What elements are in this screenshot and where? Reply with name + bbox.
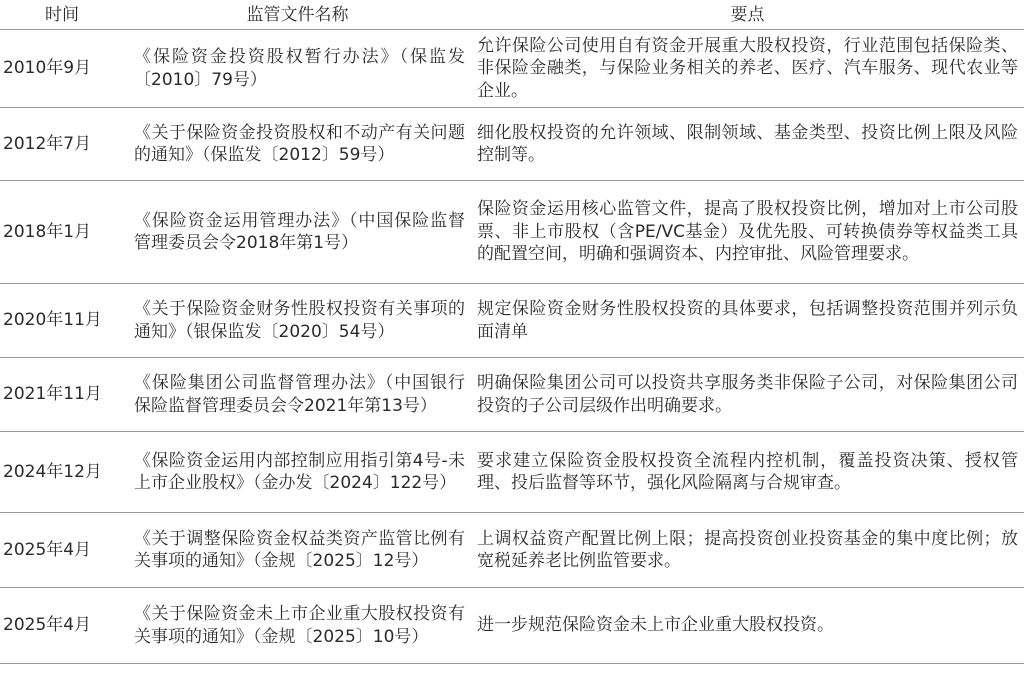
row-document: 《关于调整保险资金权益类资产监管比例有关事项的通知》（金规〔2025〕12号）	[124, 513, 471, 588]
table-row	[0, 513, 1024, 588]
row-document: 《保险资金运用内部控制应用指引第4号-未上市企业股权》（金办发〔2024〕122号）	[124, 432, 471, 513]
row-date: 2020年11月	[0, 284, 124, 358]
row-document: 《关于保险资金财务性股权投资有关事项的通知》（银保监发〔2020〕54号）	[124, 284, 471, 358]
row-date: 2025年4月	[0, 588, 124, 664]
row-document: 《关于保险资金投资股权和不动产有关问题的通知》（保监发〔2012〕59号）	[124, 108, 471, 181]
table-row	[0, 358, 1024, 432]
row-points: 规定保险资金财务性股权投资的具体要求，包括调整投资范围并列示负面清单	[471, 284, 1024, 358]
row-date: 2012年7月	[0, 108, 124, 181]
row-points: 细化股权投资的允许领域、限制领域、基金类型、投资比例上限及风险控制等。	[471, 108, 1024, 181]
row-points: 进一步规范保险资金未上市企业重大股权投资。	[471, 588, 1024, 664]
row-date: 2018年1月	[0, 181, 124, 284]
table-row	[0, 432, 1024, 513]
table-header-row	[0, 0, 1024, 30]
row-points: 要求建立保险资金股权投资全流程内控机制，覆盖投资决策、授权管理、投后监督等环节，强化风险隔离与合规审查。	[471, 432, 1024, 513]
table-row	[0, 108, 1024, 181]
header-date: 时间	[0, 0, 124, 30]
row-date: 2025年4月	[0, 513, 124, 588]
row-document: 《关于保险资金未上市企业重大股权投资有关事项的通知》（金规〔2025〕10号）	[124, 588, 471, 664]
row-points: 上调权益资产配置比例上限；提高投资创业投资基金的集中度比例；放宽税延养老比例监管要求。	[471, 513, 1024, 588]
row-document: 《保险集团公司监督管理办法》（中国银行保险监督管理委员会令2021年第13号）	[124, 358, 471, 432]
row-points: 允许保险公司使用自有资金开展重大股权投资，行业范围包括保险类、非保险金融类，与保险业务相关的养老、医疗、汽车服务、现代农业等企业。	[471, 30, 1024, 108]
table-row	[0, 30, 1024, 108]
header-points: 要点	[471, 0, 1024, 30]
header-document: 监管文件名称	[124, 0, 471, 30]
row-date: 2021年11月	[0, 358, 124, 432]
table-row	[0, 588, 1024, 664]
table-row	[0, 181, 1024, 284]
row-date: 2010年9月	[0, 30, 124, 108]
row-points: 明确保险集团公司可以投资共享服务类非保险子公司，对保险集团公司投资的子公司层级作出明确要求。	[471, 358, 1024, 432]
table-row	[0, 284, 1024, 358]
row-points: 保险资金运用核心监管文件，提高了股权投资比例，增加对上市公司股票、非上市股权（含PE/VC基金）及优先股、可转换债券等权益类工具的配置空间，明确和强调资本、内控审批、风险管理要求。	[471, 181, 1024, 284]
row-document: 《保险资金运用管理办法》（中国保险监督管理委员会令2018年第1号）	[124, 181, 471, 284]
row-document: 《保险资金投资股权暂行办法》（保监发〔2010〕79号）	[124, 30, 471, 108]
row-date: 2024年12月	[0, 432, 124, 513]
